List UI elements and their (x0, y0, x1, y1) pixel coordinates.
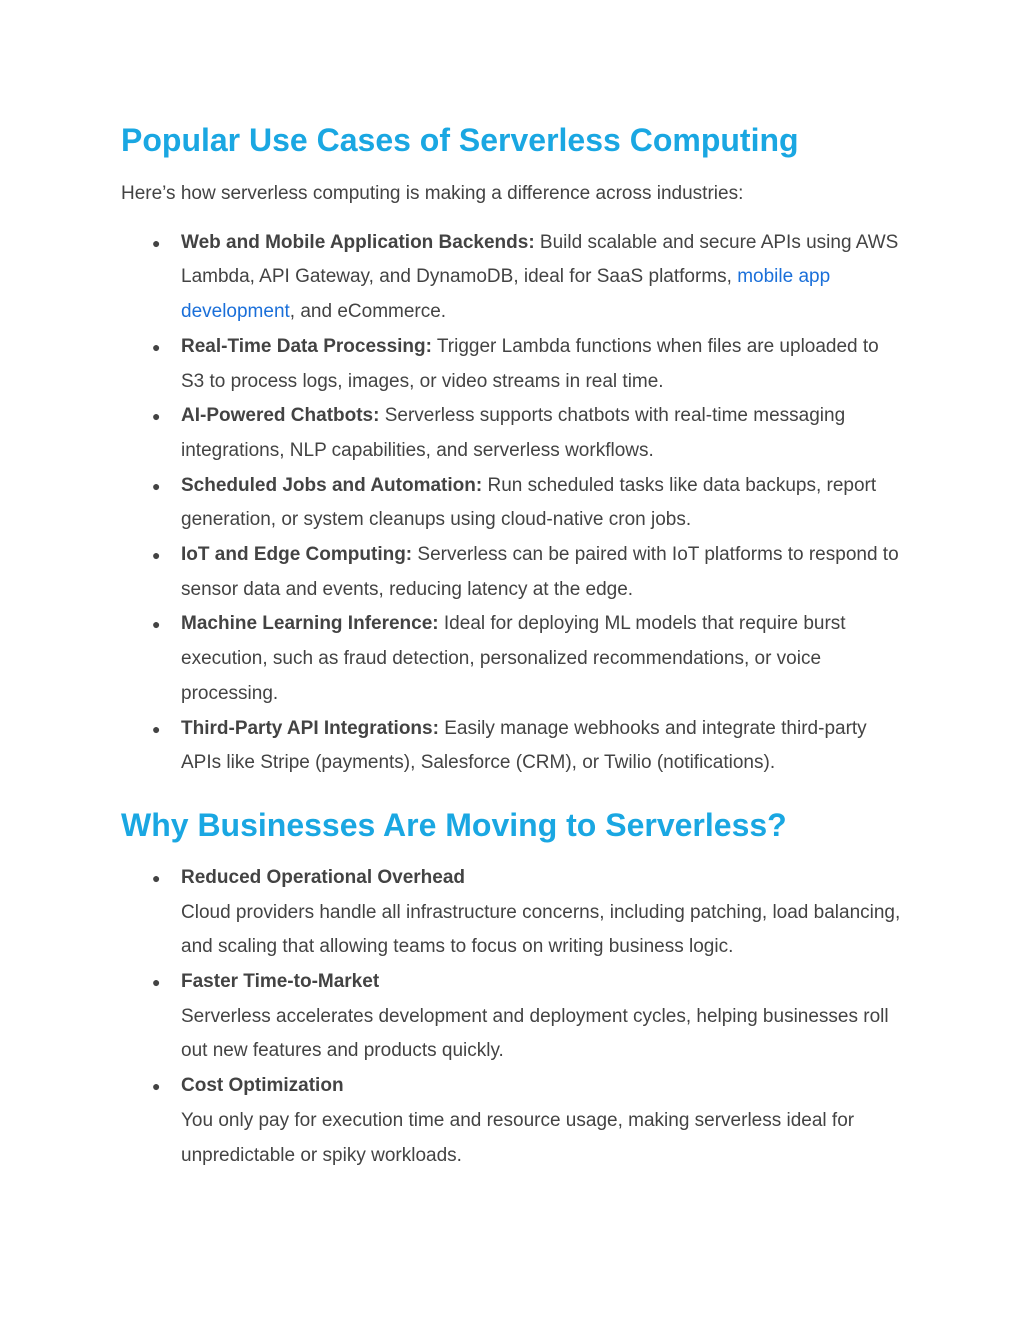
list-item (152, 965, 901, 1069)
list-item (152, 861, 901, 965)
item-title: Reduced Operational Overhead (181, 866, 466, 888)
bullet-icon: ● (152, 869, 161, 886)
item-text: Serverless can be paired with IoT platforms to respond to sensor data and events, reducing latency at the edge. (181, 544, 899, 600)
item-text: Ideal for deploying ML models that require burst execution, such as fraud detection, personalized recommendations, or voice processing. (181, 613, 846, 704)
item-text: Serverless supports chatbots with real-time messaging integrations, NLP capabilities, and serverless workflows. (181, 405, 846, 461)
item-text: Serverless accelerates development and deployment cycles, helping businesses roll out new features and products quickly. (181, 1005, 889, 1062)
item-title: IoT and Edge Computing: (181, 544, 413, 566)
item-title: Third-Party API Integrations: (181, 717, 439, 739)
item-title: Scheduled Jobs and Automation: (181, 474, 483, 496)
list-item (152, 399, 901, 468)
item-text: Build scalable and secure APIs using AWS Lambda, API Gateway, and DynamoDB, ideal for SaaS platforms, (181, 231, 899, 288)
mobile-app-development-link[interactable]: mobile app development (181, 266, 831, 323)
bullet-icon: ● (152, 1078, 161, 1095)
item-title: Real-Time Data Processing: (181, 335, 432, 357)
bullet-icon: ● (152, 234, 161, 251)
item-title: Faster Time-to-Market (181, 971, 380, 993)
benefits-list (121, 861, 901, 1173)
bullet-icon: ● (152, 477, 161, 494)
item-text: You only pay for execution time and resource usage, making serverless ideal for unpredictable or spiky workloads. (181, 1109, 855, 1166)
item-text: , and eCommerce. (289, 301, 447, 323)
list-item (152, 226, 901, 330)
list-item (152, 538, 901, 607)
item-title: Cost Optimization (181, 1075, 344, 1097)
item-text: Easily manage webhooks and integrate third-party APIs like Stripe (payments), Salesforce (CRM), or Twilio (notifications). (181, 717, 867, 774)
item-text: Cloud providers handle all infrastructure concerns, including patching, load balancing, and scaling that allowing teams to focus on writing business logic. (181, 901, 901, 958)
list-item (152, 330, 901, 399)
item-title: AI-Powered Chatbots: (181, 405, 380, 427)
bullet-icon: ● (152, 974, 161, 991)
list-item (152, 1069, 901, 1173)
list-item (152, 607, 901, 711)
heading-why-serverless: Why Businesses Are Moving to Serverless? (121, 806, 787, 843)
list-item (152, 469, 901, 538)
list-item (152, 712, 901, 781)
document-page (121, 120, 911, 1173)
intro-paragraph: Here’s how serverless computing is making a difference across industries: (121, 183, 744, 204)
heading-use-cases: Popular Use Cases of Serverless Computing (121, 122, 799, 158)
bullet-icon: ● (152, 720, 161, 737)
bullet-icon: ● (152, 616, 161, 633)
use-cases-list (121, 226, 901, 781)
item-title: Machine Learning Inference: (181, 613, 439, 635)
bullet-icon: ● (152, 547, 161, 564)
item-text: Run scheduled tasks like data backups, report generation, or system cleanups using cloud-native cron jobs. (181, 474, 877, 531)
bullet-icon: ● (152, 408, 161, 425)
bullet-icon: ● (152, 338, 161, 355)
item-title: Web and Mobile Application Backends: (181, 231, 535, 253)
item-text: Trigger Lambda functions when files are uploaded to S3 to process logs, images, or video streams in real time. (181, 335, 879, 392)
